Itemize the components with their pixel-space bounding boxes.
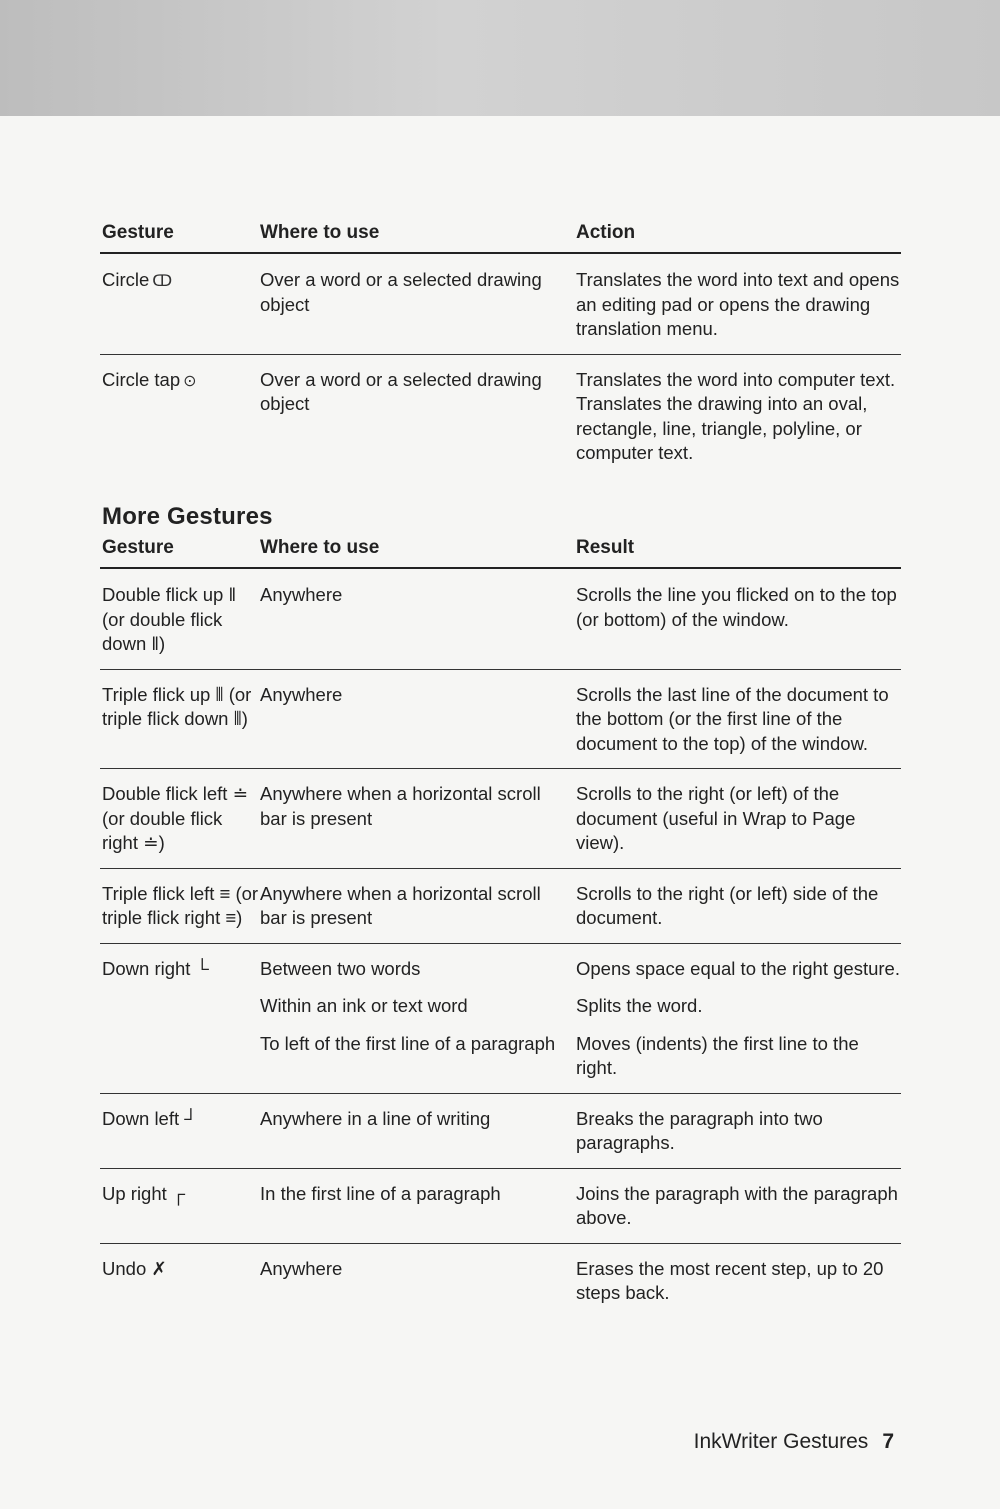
gesture-cell [100, 368, 260, 466]
column-header-gesture: Gesture [102, 537, 174, 558]
table-row [100, 1244, 901, 1318]
where-cell: Over a word or a selected drawing object [260, 368, 542, 414]
page-footer [694, 1430, 894, 1454]
table-row [100, 355, 901, 478]
column-header-where: Where to use [260, 222, 380, 243]
table-row [100, 769, 901, 869]
table-row [100, 670, 901, 770]
table-row [100, 1169, 901, 1244]
column-header-where: Where to use [260, 537, 380, 558]
gesture-table [100, 222, 901, 478]
where-cell: Anywhere [260, 584, 343, 605]
table-row [100, 944, 901, 1094]
where-cell: Over a word or a selected drawing object [260, 269, 542, 315]
column-header-action: Action [576, 222, 636, 243]
gesture-cell: Triple flick left ≡ (or triple flick right ≡) [102, 882, 259, 928]
gesture-cell: Double flick up ‖ (or double flick down ‖) [102, 584, 237, 654]
where-cell: Between two words [260, 957, 421, 979]
header-band [0, 0, 1000, 116]
where-cell: Anywhere when a horizontal scroll bar is present [260, 882, 541, 928]
result-cell: Scrolls the last line of the document to the bottom (or the first line of the document to the top) of the window. [576, 683, 889, 754]
result-cell: Moves (indents) the first line to the right. [576, 1032, 859, 1078]
result-cell: Joins the paragraph with the paragraph above. [576, 1182, 898, 1228]
where-cell: In the first line of a paragraph [260, 1182, 501, 1204]
gesture-cell: Double flick left ≐ (or double flick right ≐) [102, 783, 249, 853]
result-cell: Breaks the paragraph into two paragraphs. [576, 1107, 823, 1153]
sub-row [260, 957, 901, 982]
gesture-cell: Up right ┌ [102, 1182, 186, 1204]
where-cell: Anywhere [260, 683, 343, 705]
circle-gesture-icon: ↀ [152, 273, 173, 290]
page-number: 7 [882, 1430, 894, 1453]
column-header-result: Result [576, 537, 635, 558]
gesture-label: Circle tap [102, 368, 181, 390]
footer-title: InkWriter Gestures [693, 1430, 869, 1453]
action-cell: Translates the word into computer text. Translates the drawing into an oval, rectangle, line, triangle, polyline, or computer text. [576, 368, 896, 463]
action-cell: Translates the word into text and opens an editing pad or opens the drawing translation menu. [576, 269, 900, 339]
table-header [100, 537, 901, 569]
table-header [100, 222, 901, 254]
gesture-label: Circle [102, 269, 150, 290]
sub-rows [260, 957, 901, 1081]
result-cell: Scrolls the line you flicked on to the top (or bottom) of the window. [576, 584, 897, 630]
gesture-cell: Down right └ [102, 957, 209, 979]
result-cell: Opens space equal to the right gesture. [576, 957, 900, 979]
result-cell: Splits the word. [576, 995, 703, 1016]
gesture-cell: Undo ✗ [102, 1257, 167, 1279]
result-cell: Erases the most recent step, up to 20 steps back. [576, 1257, 884, 1303]
circle-tap-gesture-icon: ⊙ [183, 372, 197, 390]
table-row [100, 1094, 901, 1169]
result-cell: Scrolls to the right (or left) side of the document. [576, 882, 879, 928]
table-row [100, 254, 901, 355]
where-cell: Within an ink or text word [260, 995, 468, 1016]
sub-row [260, 1032, 901, 1081]
gesture-cell: Triple flick up ⦀ (or triple flick down ⦀) [102, 683, 252, 729]
sub-row [260, 994, 901, 1019]
section-title: More Gestures [102, 503, 273, 530]
where-cell: Anywhere in a line of writing [260, 1107, 491, 1129]
more-gestures-section [100, 503, 901, 1318]
where-cell: Anywhere [260, 1257, 343, 1279]
table-row [100, 569, 901, 670]
table-row [100, 869, 901, 944]
where-cell: Anywhere when a horizontal scroll bar is present [260, 783, 541, 829]
gesture-cell: Down left ┘ [102, 1107, 198, 1129]
gesture-cell [100, 268, 260, 342]
column-header-gesture: Gesture [102, 222, 174, 243]
result-cell: Scrolls to the right (or left) of the document (useful in Wrap to Page view). [576, 783, 856, 853]
where-cell: To left of the first line of a paragraph [260, 1032, 556, 1054]
